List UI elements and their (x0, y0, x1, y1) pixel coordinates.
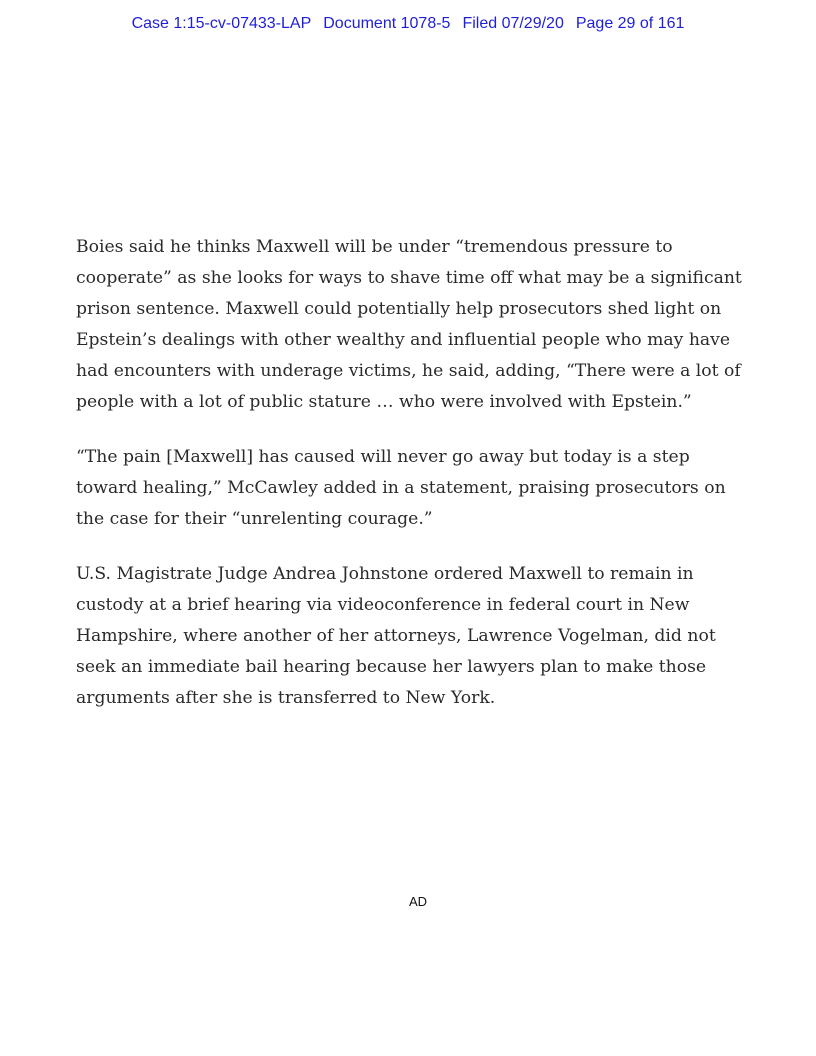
ad-label: AD (408, 894, 428, 909)
article-body (76, 232, 746, 738)
filed-date: Filed 07/29/20 (462, 15, 564, 32)
page-number: Page 29 of 161 (575, 15, 685, 32)
article-paragraph: “The pain [Maxwell] has caused will never go away but today is a step toward healing,” McCawley added in a statement, praising prosecutors on the case for their “unrelenting courage.” (76, 447, 726, 529)
document-number: Document 1078-5 (323, 15, 451, 32)
article-paragraph: Boies said he thinks Maxwell will be under “tremendous pressure to cooperate” as she looks for ways to shave time off what may be a significant prison sentence. Maxwell could potentially help prosecutors shed light on Epstein’s dealings with other wealthy and influential people who may have had encounters with underage victims, he said, adding, “There were a lot of people with a lot of public stature … who were involved with Epstein.” (76, 237, 742, 412)
case-header (0, 15, 816, 33)
case-number: Case 1:15-cv-07433-LAP (131, 15, 312, 32)
article-paragraph: U.S. Magistrate Judge Andrea Johnstone ordered Maxwell to remain in custody at a brief hearing via videoconference in federal court in New Hampshire, where another of her attorneys, Lawrence Vogelman, did not seek an immediate bail hearing because her lawyers plan to make those arguments after she is transferred to New York. (76, 564, 716, 708)
